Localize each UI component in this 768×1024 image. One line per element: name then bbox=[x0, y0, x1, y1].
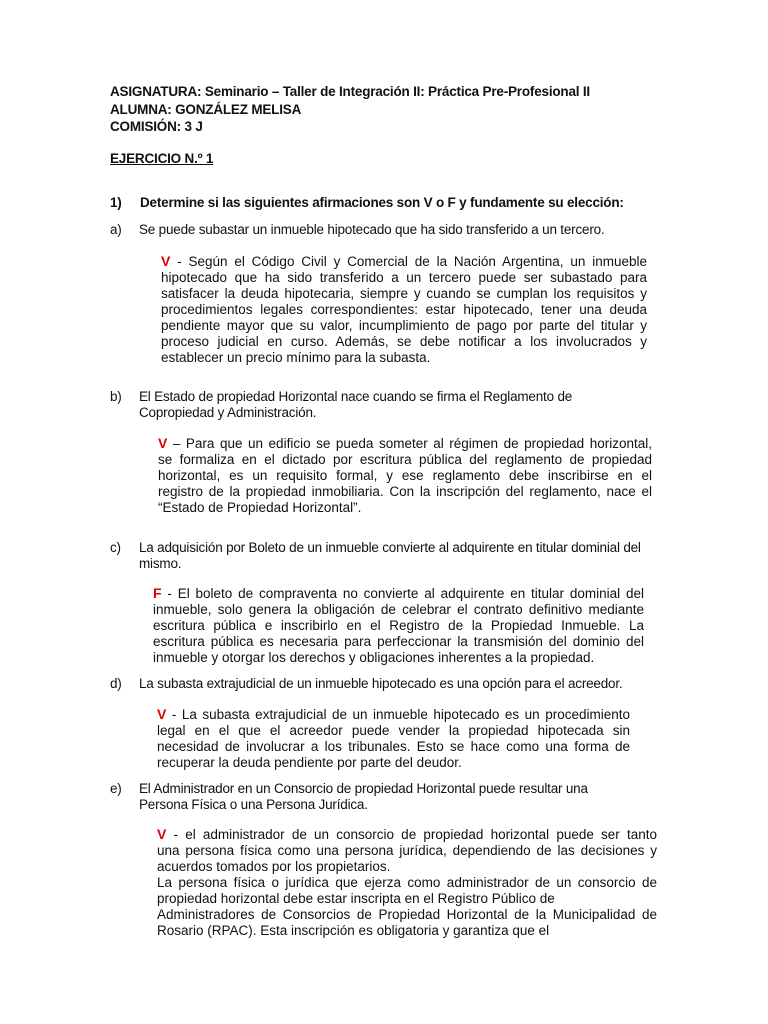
exercise-title: EJERCICIO N.º 1 bbox=[110, 151, 214, 166]
question-1 bbox=[110, 195, 624, 210]
answer-e: V - el administrador de un consorcio de propiedad horizontal puede ser tanto una persona física como una persona jurídica, dependiendo de las decisiones y acuerdos tomados por los propietarios. La persona física o jurídica que ejerza como administrador de un consorcio de propiedad horizontal debe estar inscripta en el Registro Público de Administradores de Consorcios de Propiedad Horizontal de la Municipalidad de Rosario (RPAC). Esta inscripción es obligatoria y garantiza que el bbox=[157, 826, 657, 938]
student-line: ALUMNA: GONZÁLEZ MELISA bbox=[110, 101, 302, 117]
subject-line: ASIGNATURA: Seminario – Taller de Integración II: Práctica Pre-Profesional II bbox=[110, 84, 590, 99]
verdict-mark: V bbox=[158, 435, 168, 451]
item-letter: c) bbox=[110, 540, 121, 555]
item-letter: e) bbox=[110, 781, 122, 796]
item-statement: La subasta extrajudicial de un inmueble hipotecado es una opción para el acreedor. bbox=[139, 676, 623, 691]
answer-c: F - El boleto de compraventa no convierte al adquirente en titular dominial del inmueble, solo genera la obligación de celebrar el contrato definitivo mediante escritura pública e inscribirlo en el Registro de la Propiedad Inmueble. La escritura pública es necesaria para perfeccionar la transmisión del dominio del inmueble y otorgar los derechos y obligaciones inherentes a la propiedad. bbox=[153, 585, 644, 665]
item-letter: b) bbox=[110, 389, 122, 404]
item-letter: d) bbox=[110, 676, 122, 691]
verdict-mark: V bbox=[157, 826, 167, 842]
item-letter: a) bbox=[110, 222, 122, 237]
question-text: Determine si las siguientes afirmaciones son V o F y fundamente su elección: bbox=[140, 195, 624, 210]
commission-line: COMISIÓN: 3 J bbox=[110, 119, 203, 134]
item-statement: El Administrador en un Consorcio de propiedad Horizontal puede resultar una Persona Física o una Persona Jurídica. bbox=[139, 781, 588, 812]
question-number: 1) bbox=[110, 195, 122, 210]
item-statement: La adquisición por Boleto de un inmueble convierte al adquirente en titular dominial del mismo. bbox=[139, 540, 641, 571]
item-statement: El Estado de propiedad Horizontal nace cuando se firma el Reglamento de Copropiedad y Administración. bbox=[139, 389, 573, 420]
answer-b: V – Para que un edificio se pueda someter al régimen de propiedad horizontal, se formaliza en el dictado por escritura pública del reglamento de propiedad horizontal, es un requisito formal, y ese reglamento debe inscribirse en el registro de la propiedad inmobiliaria. Con la inscripción del reglamento, nace el “Estado de Propiedad Horizontal”. bbox=[158, 435, 652, 515]
answer-a: V - Según el Código Civil y Comercial de la Nación Argentina, un inmueble hipotecado que ha sido transferido a un tercero puede ser subastado para satisfacer la deuda hipotecaria, siempre y cuando se cumplan los requisitos y procedimientos legales correspondientes: estar hipotecado, tener una deuda pendiente mayor que su valor, incumplimiento de pago por parte del titular y proceso judicial en curso. Además, se debe notificar a los involucrados y establecer un precio mínimo para la subasta. bbox=[161, 253, 647, 365]
verdict-mark: V bbox=[157, 706, 167, 722]
document-header bbox=[110, 83, 590, 136]
verdict-mark: F bbox=[153, 585, 162, 601]
item-statement: Se puede subastar un inmueble hipotecado que ha sido transferido a un tercero. bbox=[139, 222, 605, 237]
verdict-mark: V bbox=[161, 253, 171, 269]
answer-d: V - La subasta extrajudicial de un inmueble hipotecado es un procedimiento legal en el que el acreedor puede vender la propiedad hipotecada sin necesidad de involucrar a los tribunales. Esto se hace como una forma de recuperar la deuda pendiente por parte del deudor. bbox=[157, 706, 630, 770]
